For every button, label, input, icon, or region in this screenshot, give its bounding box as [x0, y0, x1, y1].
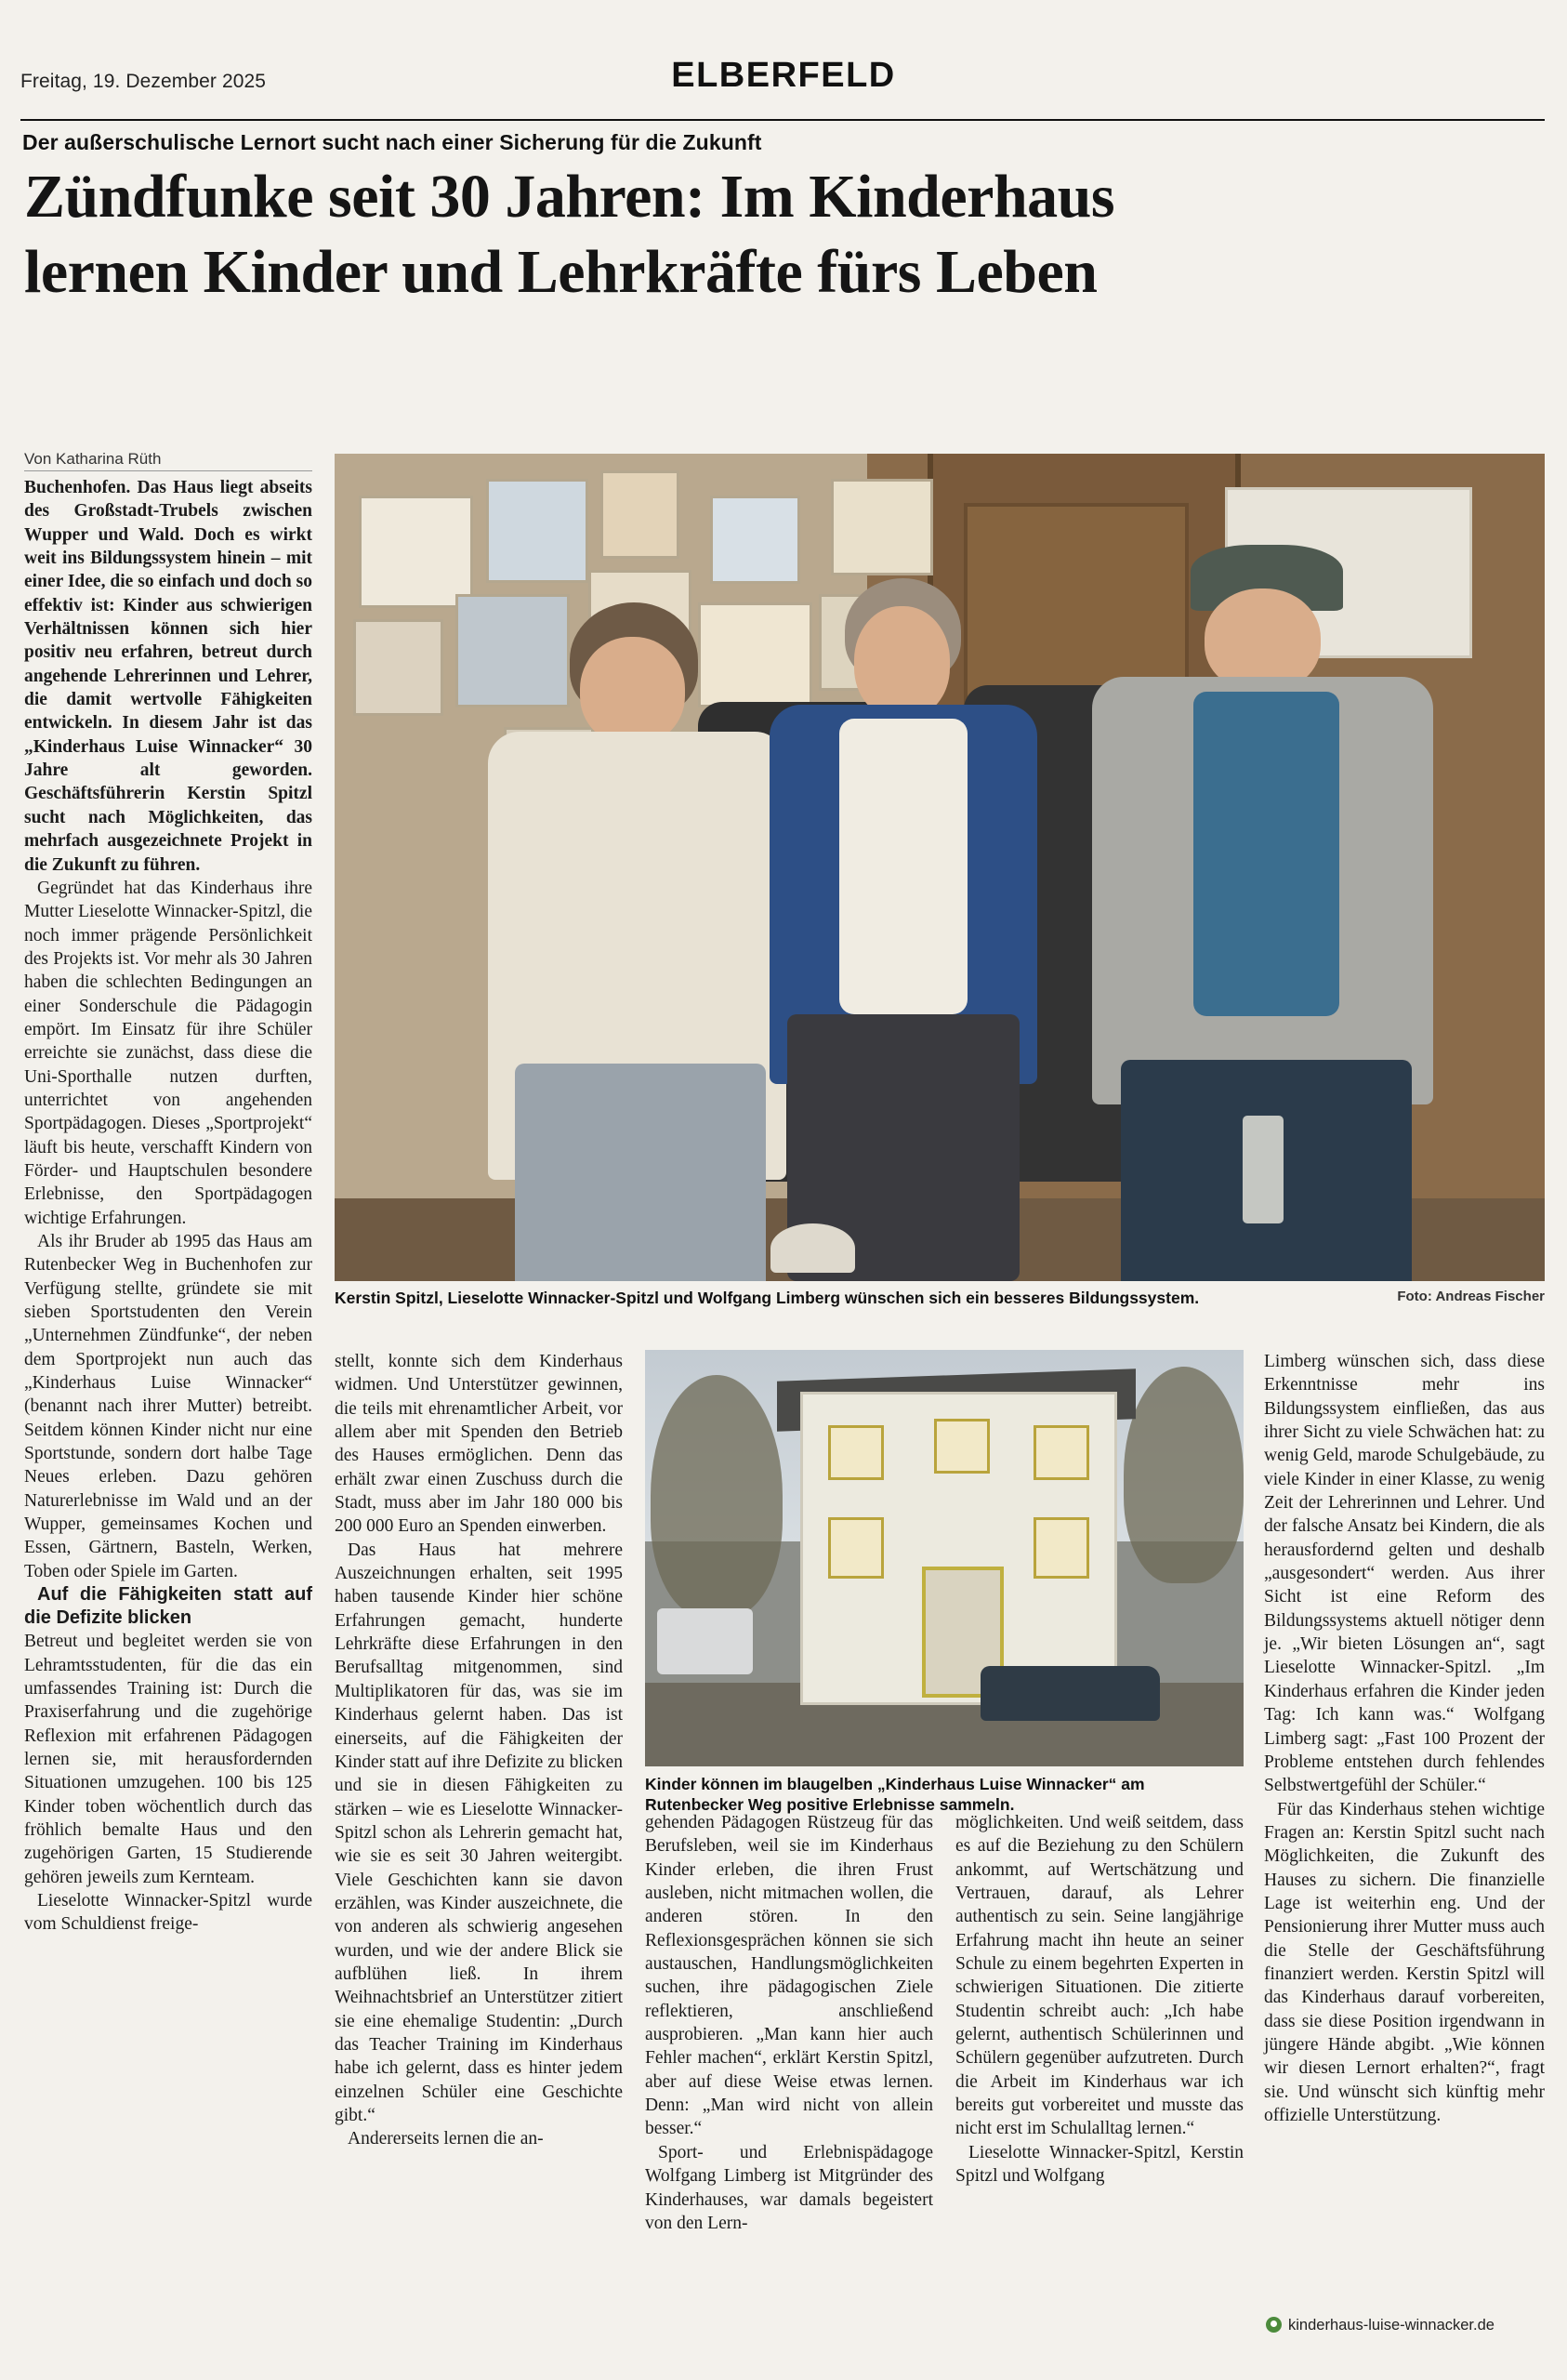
- body-column-2: [335, 1350, 623, 2151]
- section-subhead: Auf die Fähigkeiten statt auf die Defizite blicken: [24, 1584, 312, 1629]
- house-facade: [800, 1392, 1117, 1706]
- paragraph: Als ihr Bruder ab 1995 das Haus am Rutenbecker Weg in Buchenhofen zur Verfügung stellte, gründete sie mit sieben Sportstudenten den Verein „Unternehmen Zündfunke“, der neben dem Sportprojekt nun auch das „Kinderhaus Luise Winnacker“ (benannt nach ihrer Mutter) betreibt. Seitdem können Kinder nicht nur eine Sportstunde, sondern dort halbe Tage Neues erleben. Dazu gehören Naturerlebnisse im Wald und an der Wupper, gemeinsames Kochen und Essen, Gärtnern, Basteln, Werken, Toben oder Spiele im Garten.: [24, 1232, 312, 1581]
- paragraph: Limberg wünschen sich, dass diese Erkenntnisse mehr ins Bildungssystem einfließen, das aus ihrer Sicht zu viele Schwächen hat: zu wenig Geld, marode Schulgebäude, zu viele Kinder in einer Klasse, zu wenig Zeit der Lehrerinnen und Lehrer. Und der falsche Ansatz bei Kindern, die als herausfordernd gelten und deshalb „ausgesondert“ werden. Aus ihrer Sicht ist eine Reform des Bildungssystems aktuell nötiger denn je. „Wir bieten Lösungen an“, sagt Lieselotte Winnacker-Spitzl. „Im Kinderhaus erfahren die Kinder jeden Tag: Ich kann was.“ Wolfgang Limberg sagt: „Fast 100 Prozent der Probleme entstehen durch fehlendes Selbstwertgefühl der Schüler.“: [1264, 1352, 1545, 1796]
- paragraph: Andererseits lernen die an-: [348, 2129, 544, 2149]
- body-column-5: [1264, 1350, 1545, 2127]
- paragraph: gehenden Pädagogen Rüstzeug für das Berufsleben, weil sie im Kinderhaus Kinder erleben, die ihren Frust ausleben, nicht mitmachen wollen, die anderen stören. In den Reflexionsgesprächen können sie sich austauschen, Handlungsmöglichkeiten suchen, ihre pädagogischen Ziele reflektieren, anschließend ausprobieren. „Man kann hier auch Fehler machen“, erklärt Kerstin Spitzl, aber auf diese Weise etwas lernen. Denn: „Man wird nicht von allein besser.“: [645, 1813, 933, 2139]
- paragraph: Sport- und Erlebnispädagoge Wolfgang Limberg ist Mitgründer des Kinderhauses, war damals begeistert von den Lern-: [645, 2142, 933, 2233]
- window: [1034, 1517, 1089, 1579]
- section-title: ELBERFELD: [671, 56, 896, 95]
- picture-frame: [831, 479, 933, 575]
- bottle: [1243, 1116, 1284, 1223]
- window: [1034, 1425, 1089, 1480]
- person-middle: [758, 578, 1048, 1282]
- window: [934, 1419, 990, 1474]
- van: [657, 1608, 753, 1675]
- tree: [1124, 1367, 1244, 1583]
- body-column-3-lower: [645, 1811, 933, 2235]
- website-link[interactable]: [1266, 2317, 1495, 2334]
- paragraph: Lieselotte Winnacker-Spitzl wurde vom Schuldienst freige-: [24, 1890, 312, 1935]
- picture-frame: [710, 496, 800, 584]
- publication-date: Freitag, 19. Dezember 2025: [20, 71, 267, 92]
- article-kicker: Der außerschulische Lernort sucht nach einer Sicherung für die Zukunft: [22, 130, 762, 154]
- main-photo-credit: Foto: Andreas Fischer: [1397, 1289, 1545, 1304]
- house-photo: [645, 1350, 1244, 1766]
- window: [828, 1517, 884, 1579]
- main-photo: [335, 454, 1545, 1281]
- person-left: [467, 602, 807, 1281]
- legs: [515, 1064, 766, 1281]
- body-column-4: [955, 1811, 1244, 2188]
- paragraph: [24, 476, 312, 877]
- window: [828, 1425, 884, 1480]
- tree: [651, 1375, 783, 1617]
- picture-frame: [353, 619, 443, 716]
- head: [854, 606, 950, 719]
- masthead-rule: [20, 119, 1545, 121]
- picture-frame: [359, 496, 473, 609]
- house-photo-caption: Kinder können im blaugelben „Kinderhaus Luise Winnacker“ am Rutenbecker Weg positive Erlebnisse sammeln.: [645, 1775, 1145, 1815]
- masthead: [0, 56, 1567, 112]
- shirt: [1193, 692, 1338, 1016]
- picture-frame: [486, 479, 588, 584]
- website-url: kinderhaus-luise-winnacker.de: [1288, 2317, 1495, 2334]
- headline-line-1: Zündfunke seit 30 Jahren: Im Kinderhaus: [24, 163, 1115, 231]
- paragraph: Für das Kinderhaus stehen wichtige Fragen an: Kerstin Spitzl sucht nach Möglichkeiten, die Zukunft des Hauses zu sichern. Die finanzielle Lage ist weiterhin eng. Und der Pensionierung ihrer Mutter muss auch die Stelle der Geschäftsführung finanziert werden. Kerstin Spitzl will das Kinderhaus darauf vorbereiten, dass sie diese Position irgendwann in jüngere Hände abgibt. „Wie können wir diesen Lernort erhalten?“, fragt sie. Und wünscht sich künftig mehr offizielle Unterstützung.: [1264, 1799, 1545, 2125]
- headline-line-2: lernen Kinder und Lehrkräfte fürs Leben: [24, 237, 1098, 306]
- picture-frame: [600, 470, 678, 559]
- byline-rule: [24, 470, 312, 471]
- cup: [770, 1223, 855, 1273]
- car: [981, 1666, 1160, 1720]
- page-title: [24, 160, 1545, 310]
- body-column-1: [24, 476, 312, 1937]
- byline: Von Katharina Rüth: [24, 450, 162, 468]
- lead-paragraph: Buchenhofen. Das Haus liegt abseits des Großstadt-Trubels zwischen Wupper und Wald. Doch es wirkt weit ins Bildungssystem hinein – mit einer Idee, die so einfach und doch so effektiv ist: Kinder aus schwierigen Verhältnissen können sich hier positiv neu erfahren, betreut durch angehende Lehrerinnen und Lehrer, die damit wertvolle Fähigkeiten entwickeln. In diesem Jahr ist das „Kinderhaus Luise Winnacker“ 30 Jahre alt geworden. Geschäftsführerin Kerstin Spitzl sucht nach Möglichkeiten, das mehrfach ausgezeichnete Projekt in die Zukunft zu führen.: [24, 478, 312, 875]
- paragraph: Gegründet hat das Kinderhaus ihre Mutter Lieselotte Winnacker-Spitzl, die noch immer prägende Persönlichkeit des Projekts ist. Vor mehr als 30 Jahren haben die schlechten Bedingungen an einer Sonderschule die Pädagogin empört. Im Einsatz für ihre Schüler erreichte sie zunächst, dass diese die Uni-Sporthalle nutzen durften, unterrichtet von angehenden Sportpädagogen. Dieses „Sportprojekt“ läuft bis heute, verschafft Kindern von Förder- und Hauptschulen besondere Erlebnisse, den Sportpädagogen wichtige Erfahrungen.: [24, 878, 312, 1228]
- paragraph: Lieselotte Winnacker-Spitzl, Kerstin Spitzl und Wolfgang: [955, 2142, 1244, 2187]
- sweater: [839, 719, 967, 1014]
- paragraph: Das Haus hat mehrere Auszeichnungen erhalten, seit 1995 haben tausende Kinder hier schöne Erfahrungen gemacht, hunderte Lehrkräfte diese Erfahrungen in den Berufsalltag mitgenommen, sind Multiplikatoren für das, was sie im Kinderhaus gelernt haben. Das ist einerseits, auf die Fähigkeiten der Kinder statt auf ihre Defizite zu blicken und sie in diesen Fähigkeiten zu stärken – wie es Lieselotte Winnacker-Spitzl schon als Lehrerin gemacht hat, wie sie es seit 30 Jahren weitergibt. Viele Geschichten kann sie davon erzählen, was Kinder auszeichnete, die von anderen als schwierig angesehen wurden, und wie der andere Blick sie aufblühen ließ. In ihrem Weihnachtsbrief an Unterstützer zitiert sie eine ehemalige Studentin: „Durch das Teacher Training im Kinderhaus habe ich gelernt, dass es hinter jedem einzelnen Schüler eine Geschichte gibt.“: [335, 1540, 623, 2125]
- paragraph: Betreut und begleitet werden sie von Lehramtsstudenten, für die das ein umfassendes Training ist: Durch die Praxiserfahrung und die zugehörige Reflexion mit erfahrenen Pädagogen lernen sie, mit herausfordernden Situationen umzugehen. 100 bis 125 Kinder toben wöchentlich durch das fröhlich bemalte Haus und den zugehörigen Garten, 15 Studierende gehören jeweils zum Kernteam.: [24, 1632, 312, 1887]
- head: [580, 637, 685, 746]
- paragraph: stellt, konnte sich dem Kinderhaus widmen. Und Unterstützer gewinnen, die teils mit ehrenamtlicher Arbeit, vor allem aber mit Spenden den Betrieb des Hauses ermöglichen. Denn das erhält zwar einen Zuschuss durch die Stadt, muss aber im Jahr 180 000 bis 200 000 Euro an Spenden einwerben.: [335, 1352, 623, 1537]
- main-photo-caption: Kerstin Spitzl, Lieselotte Winnacker-Spitzl und Wolfgang Limberg wünschen sich ein besseres Bildungssystem.: [335, 1289, 1200, 1307]
- paragraph: möglichkeiten. Und weiß seitdem, dass es auf die Beziehung zu den Schülern ankommt, auf Wertschätzung und Vertrauen, darauf, als Lehrer authentisch zu sein. Seine langjährige Erfahrung macht ihn heute an seiner Schule zu einem begehrten Experten in schwierigen Situationen. Die zitierte Studentin schreibt auch: „Ich habe gelernt, authentisch Schülerinnen und Schülern gegenüber aufzutreten. Durch die Arbeit im Kinderhaus war ich bereits gut vorbereitet und musste das nicht erst im Schulalltag lernen.“: [955, 1813, 1244, 2139]
- globe-icon: [1266, 2317, 1282, 2333]
